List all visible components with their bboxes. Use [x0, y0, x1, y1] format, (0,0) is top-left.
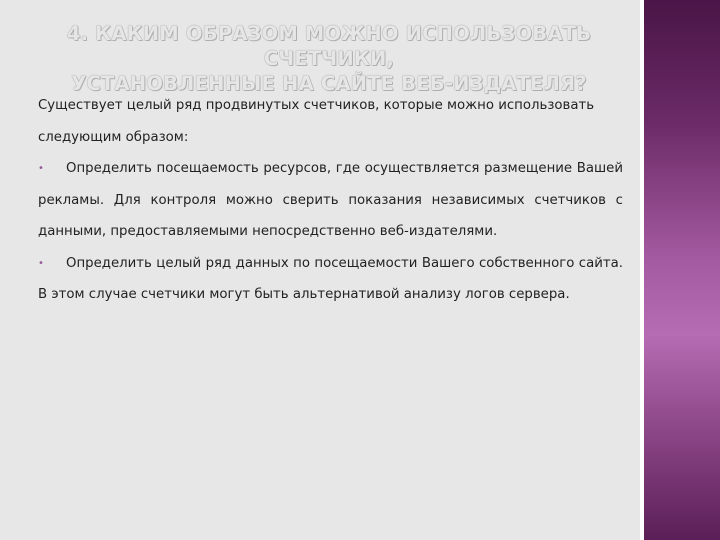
decorative-side-strip [644, 0, 720, 540]
intro-paragraph: Существует целый ряд продвинутых счетчиков, которые можно использовать следующим образом: [38, 98, 595, 145]
list-item-text: Определить целый ряд данных по посещаемости Вашего собственного сайта. В этом случае счетчики могут быть альтернативой анализу логов сервера. [38, 255, 623, 302]
bullet-icon: • [38, 163, 44, 174]
title-line-1: 4. КАКИМ ОБРАЗОМ МОЖНО ИСПОЛЬЗОВАТЬ СЧЕТЧИКИ, [66, 22, 592, 70]
title-line-2: УСТАНОВЛЕННЫЕ НА САЙТЕ ВЕБ-ИЗДАТЕЛЯ? [71, 72, 587, 95]
list-item [38, 153, 623, 248]
slide-title [24, 21, 634, 96]
bullet-icon: • [38, 257, 44, 269]
list-item [38, 248, 623, 311]
list-item-text: Определить посещаемость ресурсов, где осуществляется размещение Вашей рекламы. Для контроля можно сверить показания независимых счетчиков с данными, предоставляемыми непосредственно веб-издателями. [38, 161, 623, 239]
slide-body [38, 90, 623, 311]
